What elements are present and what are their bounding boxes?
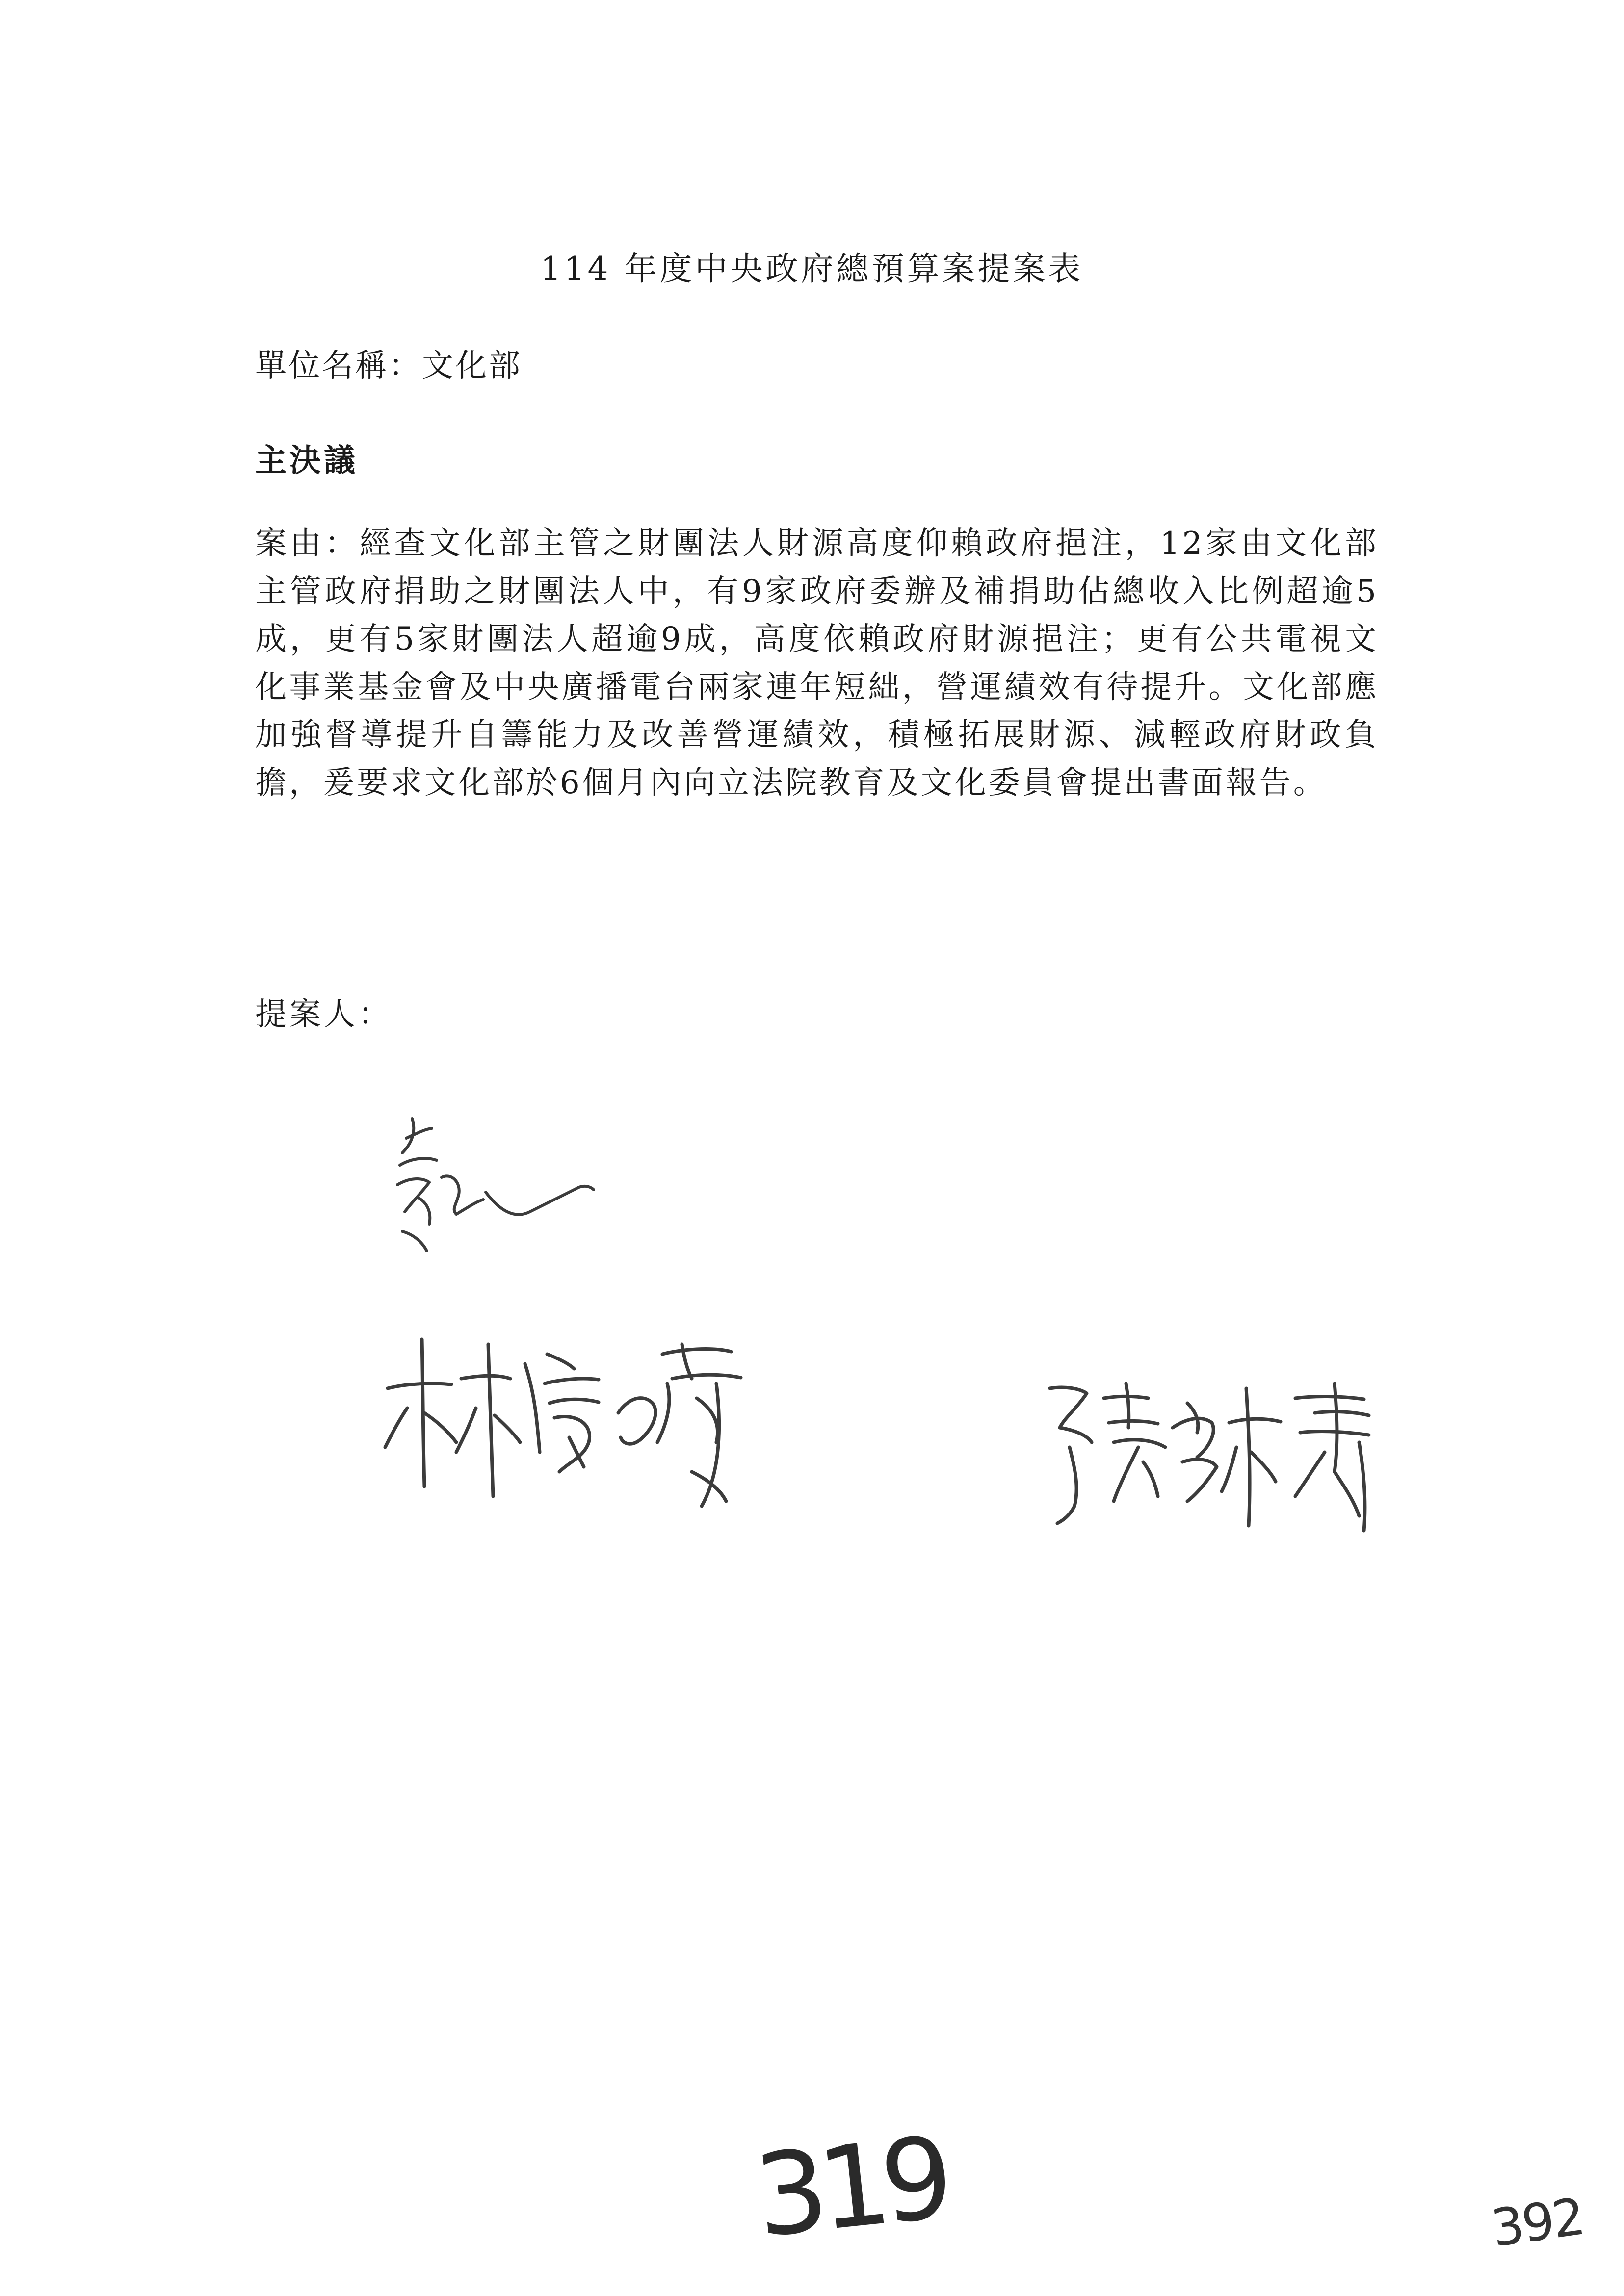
handwritten-signature-icon [383, 1099, 618, 1266]
handwritten-signature-icon [1040, 1369, 1393, 1545]
handwritten-page-number: 319 [749, 2113, 951, 2263]
handwritten-corner-number: 392 [1488, 2186, 1587, 2259]
proposer-label: 提案人： [255, 996, 393, 1033]
document-title: 114 年度中央政府總預算案提案表 [540, 250, 1084, 287]
unit-name-line: 單位名稱：文化部 [255, 348, 522, 384]
handwritten-signature-icon [378, 1325, 839, 1531]
signature-1 [383, 1099, 618, 1266]
signature-2 [378, 1325, 839, 1531]
resolution-heading: 主決議 [255, 443, 358, 479]
signature-3 [1040, 1369, 1393, 1545]
case-description: 案由：經查文化部主管之財團法人財源高度仰賴政府挹注，12家由文化部主管政府捐助之財團法人中，有9家政府委辦及補捐助佔總收入比例超逾5成，更有5家財團法人超逾9成，高度依賴政府財源挹注；更有公共電視文化事業基金會及中央廣播電台兩家連年短絀，營運績效有待提升。文化部應加強督導提升自籌能力及改善營運績效，積極拓展財源、減輕政府財政負擔，爰要求文化部於6個月內向立法院教育及文化委員會提出書面報告。 [255, 525, 1379, 801]
